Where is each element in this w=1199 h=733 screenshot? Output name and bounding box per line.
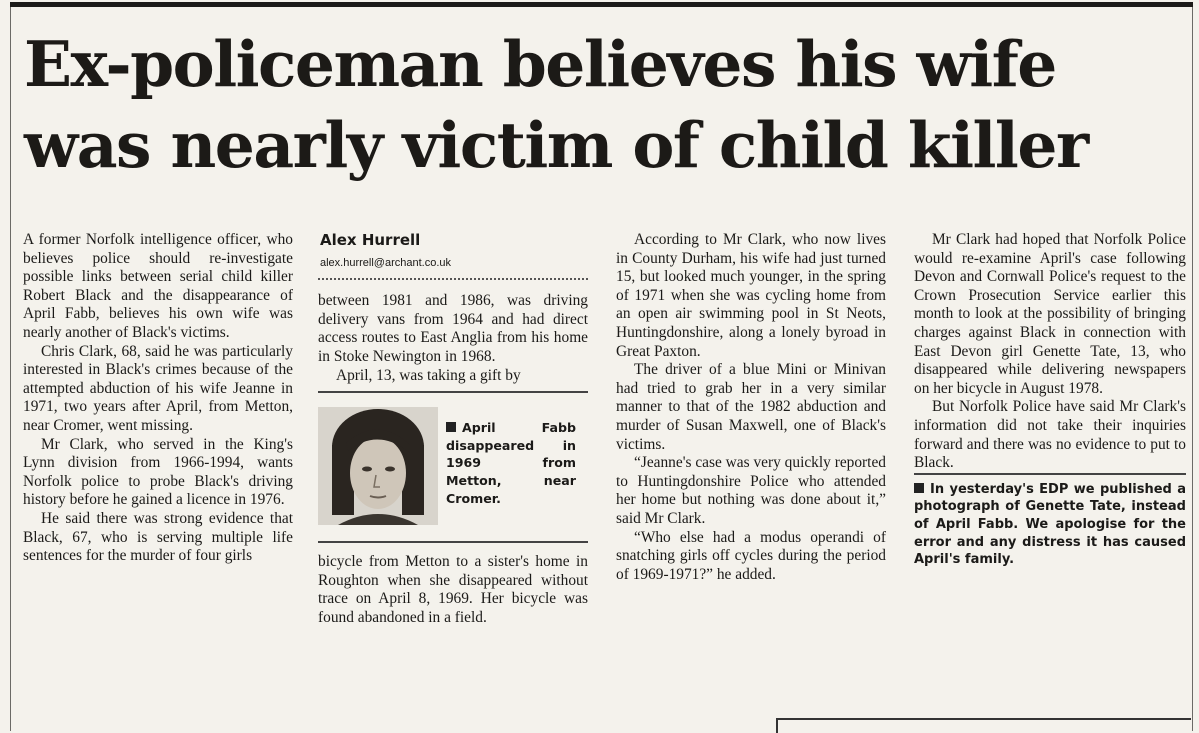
paragraph: “Jeanne's case was very quickly reported to Huntingdonshire Police who attended her home but nothing was done about it,” said Mr Clark. bbox=[616, 454, 886, 527]
paragraph: Mr Clark, who served in the King's Lynn division from 1966-1994, wants Norfolk police to probe Black's driving history before he gained a licence in 1976. bbox=[23, 435, 293, 509]
square-bullet-icon bbox=[446, 422, 456, 432]
column-1 bbox=[23, 231, 293, 566]
photo-box bbox=[318, 391, 588, 543]
correction-notice: In yesterday's EDP we published a photograph of Genette Tate, instead of April Fabb. We apologise for the error and any distress it has caused April's family. bbox=[914, 473, 1186, 569]
paragraph: April, 13, was taking a gift by bbox=[336, 366, 521, 384]
paragraph: The driver of a blue Mini or Minivan had tried to grab her in a very similar manner to that of the 1982 abduction and murder of Susan Maxwell, one of Black's victims. bbox=[616, 361, 886, 453]
paragraph: According to Mr Clark, who now lives in County Durham, his wife had just turned 15, but looked much younger, in the spring of 1971 when she was cycling home from an open air swimming pool in St Neots, Huntingdonshire, along a lonely byroad in Great Paxton. bbox=[616, 231, 886, 360]
column-3 bbox=[616, 231, 886, 584]
paragraph: “Who else had a modus operandi of snatching girls off cycles during the period of 1969-1971?” he added. bbox=[616, 528, 886, 583]
column-2 bbox=[318, 231, 588, 628]
paragraph: Chris Clark, 68, said he was particularly interested in Black's crimes because of the attempted abduction of his wife Jeanne in 1971, two years after April, from Metton, near Cromer, went missing. bbox=[23, 342, 293, 434]
photo-caption: April Fabb disappeared in 1969 from Metton, near Cromer. bbox=[446, 420, 576, 506]
paragraph: between 1981 and 1986, was driving delivery vans from 1964 and had direct access routes to East Anglia from his home in Stoke Newington in 1968. bbox=[318, 292, 588, 365]
portrait-photo bbox=[318, 407, 438, 525]
paragraph: He said there was strong evidence that Black, 67, who is serving multiple life sentences for the murder of four girls bbox=[23, 509, 293, 565]
bottom-rule bbox=[776, 718, 1191, 720]
headline-line-2: was nearly victim of child killer bbox=[24, 108, 1088, 182]
byline-email: alex.hurrell@archant.co.uk bbox=[320, 256, 452, 269]
paragraph: A former Norfolk intelligence officer, who believes police should re-investigate possible links between serial child killer Robert Black and the disappearance of April Fabb, believes his own wife was nearly another of Black's victims. bbox=[23, 231, 293, 341]
headline bbox=[24, 24, 1184, 186]
column-4 bbox=[914, 231, 1186, 569]
paragraph: But Norfolk Police have said Mr Clark's information did not take their inquiries forward and there was no evidence to put to Black. bbox=[914, 398, 1186, 472]
paragraph: bicycle from Metton to a sister's home in Roughton when she disappeared without trace on April 8, 1969. Her bicycle was found abandoned in a field. bbox=[318, 553, 588, 626]
square-bullet-icon bbox=[914, 483, 924, 493]
bottom-tick bbox=[776, 718, 778, 733]
paragraph: Mr Clark had hoped that Norfolk Police would re-examine April's case following Devon and Cornwall Police's request to the Crown Prosecution Service earlier this month to look at the possibility of bringing charges against Black in connection with East Devon girl Genette Tate, 13, who disappeared while delivering newspapers on her bicycle in August 1978. bbox=[914, 231, 1186, 397]
byline-divider bbox=[318, 278, 588, 280]
byline-name: Alex Hurrell bbox=[320, 231, 421, 249]
headline-line-1: Ex-policeman believes his wife bbox=[24, 27, 1056, 101]
